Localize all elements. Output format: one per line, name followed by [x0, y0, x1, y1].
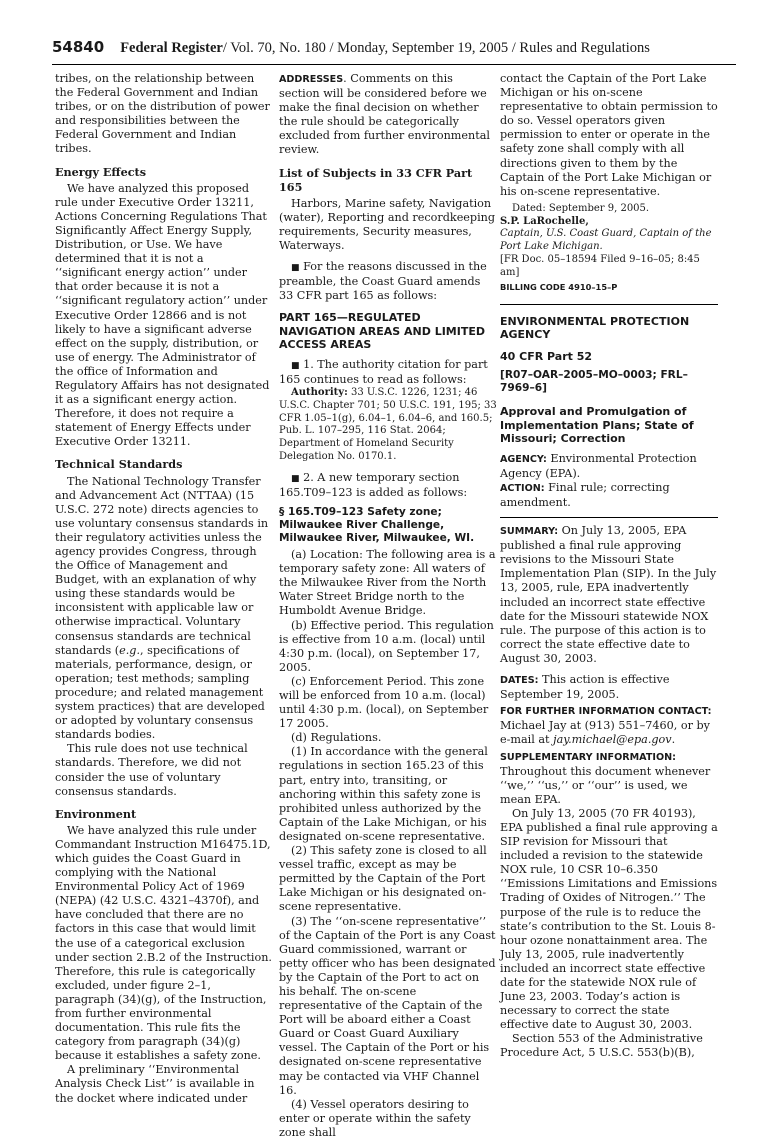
contact-paragraph: Michael Jay at (913) 551–7460, or by e-mail at jay.michael@epa.gov.: [500, 719, 710, 747]
contact-label: FOR FURTHER INFORMATION CONTACT:: [500, 706, 712, 718]
bullet-icon: ■: [291, 263, 300, 274]
paragraph-enforcement-period: (c) Enforcement Period. This zone will be enforced from 10 a.m. (local) until 4:30 p.m. (local), on September 17 2005.: [279, 674, 489, 731]
paragraph-technical-1: The National Technology Transfer and Advancement Act (NTTAA) (15 U.S.C. 272 note) directs agencies to use voluntary consensus standards in their regulatory activities unless the agency provides Congress, through the Office of Management and Budget, with an explanation of why using these standards would be inconsistent with applicable law or otherwise impractical. Voluntary consensus standards are technical standards (e.g., specifications of materials, performance, design, or operation; test methods; sampling procedure; and related management system practices) that are developed or adopted by voluntary consensus standards bodies.: [55, 474, 269, 742]
paragraph-amendment-2: ■ 2. A new temporary section 165.T09–123 is added as follows:: [279, 470, 468, 499]
heading-technical-standards: Technical Standards: [55, 457, 183, 472]
rule-title: Approval and Promulgation of Implementation Plans; State of Missouri; Correction: [500, 405, 694, 446]
paragraph-authority: Authority: 33 U.S.C. 1226, 1231; 46 U.S.C. Chapter 701; 50 U.S.C. 191, 195; 33 CFR 1.05–1(g), 6.04–1, 6.04–6, and 160.5; Pub. L. 107–295, 116 Stat. 2064; Department of Homeland Security Delegation No. 0170.1.: [279, 387, 497, 463]
fr-doc-line: [FR Doc. 05–18594 Filed 9–16–05; 8:45 am]: [500, 254, 700, 278]
paragraph-energy: We have analyzed this proposed rule under Executive Order 13211, Actions Concerning Regulations That Significantly Affect Energy Supply, Distribution, or Use. We have determined that it is not a ‘‘significant energy action’’ under that order because it is not a ‘‘significant regulatory action’’ under Executive Order 12866 and is not likely to have a significant adverse effect on the supply, distribution, or use of energy. The Administrator of the office of Information and Regulatory Affairs has not designated it as a significant energy action. Therefore, it does not require a statement of Energy Effects under Executive Order 13211.: [55, 181, 270, 449]
paragraph-regulation-4: (4) Vessel operators desiring to enter or operate within the safety zone shall: [279, 1097, 471, 1139]
paragraph-regulations: (d) Regulations.: [291, 731, 382, 745]
signer-title: Captain, U.S. Coast Guard, Captain of the Port Lake Michigan.: [500, 228, 712, 253]
header-rule: [52, 64, 736, 65]
summary-paragraph: SUMMARY: On July 13, 2005, EPA published a final rule approving revisions to the Missouri State Implementation Plan (SIP). In the July 13, 2005, rule, EPA inadvertently included an incorrect state effective date for the Missouri statewide NOX rule. The purpose of this action is to correct the state effective date to August 30, 2003.: [500, 524, 717, 665]
agency-line: AGENCY: Environmental Protection Agency (EPA).: [500, 451, 697, 480]
section-rule: [500, 304, 718, 305]
supplementary-paragraph-3: Section 553 of the Administrative Procedure Act, 5 U.S.C. 553(b)(B),: [500, 1032, 703, 1060]
heading-part-165: PART 165—REGULATED NAVIGATION AREAS AND LIMITED ACCESS AREAS: [279, 311, 485, 352]
action-line: ACTION: Final rule; correcting amendment.: [500, 480, 670, 509]
bullet-icon: ■: [291, 360, 300, 371]
billing-code: BILLING CODE 4910–15–P: [500, 281, 618, 292]
paragraph-environment-2: A preliminary ‘‘Environmental Analysis Check List’’ is available in the docket where indicated under: [55, 1063, 255, 1105]
dated-line: Dated: September 9, 2005.: [512, 202, 650, 214]
docket-number: [R07–OAR–2005–MO–0003; FRL–7969–6]: [500, 369, 688, 395]
paragraph-addresses: ADDRESSES. Comments on this section will be considered before we make the final decision on whether the rule should be categorically excluded from further environmental review.: [279, 72, 490, 157]
signature-block: [500, 203, 718, 294]
page-header: [52, 38, 732, 60]
publication-name: Federal Register: [120, 40, 223, 56]
paragraph-effective-period: (b) Effective period. This regulation is effective from 10 a.m. (local) until 4:30 p.m. (local), on September 17, 2005.: [279, 618, 494, 674]
paragraph-contact-captain: contact the Captain of the Port Lake Michigan or his on-scene representative to obtain permission to do so. Vessel operators given permission to enter or operate in the safety zone shall comply with all directions given to them by the Captain of the Port Lake Michigan or his on-scene representative.: [500, 72, 718, 198]
heading-list-of-subjects: List of Subjects in 33 CFR Part 165: [279, 165, 473, 194]
column-1: [55, 72, 273, 1106]
supplementary-label: SUPPLEMENTARY INFORMATION:: [500, 751, 676, 763]
paragraph-regulation-3: (3) The ‘‘on-scene representative’’ of the Captain of the Port is any Coast Guard commissioned, warrant or petty officer who has been designated by the Captain of the Port to act on his behalf. The on-scene representative of the Captain of the Port will be aboard either a Coast Guard or Coast Guard Auxiliary vessel. The Captain of the Port or his designated on-scene representative may be contacted via VHF Channel 16.: [279, 914, 496, 1097]
paragraph-amendment-1: ■ 1. The authority citation for part 165 continues to read as follows:: [279, 357, 488, 386]
column-3: [500, 72, 718, 1061]
paragraph-technical-2: This rule does not use technical standards. Therefore, we did not consider the use of voluntary consensus standards.: [55, 742, 248, 798]
dates-paragraph: DATES: This action is effective September 19, 2005.: [500, 673, 670, 702]
paragraph-tribes: tribes, on the relationship between the Federal Government and Indian tribes, or on the distribution of power and responsibilities between the Federal Government and Indian tribes.: [55, 72, 270, 156]
signer-name: S.P. LaRochelle,: [500, 215, 589, 227]
bullet-icon: ■: [291, 473, 300, 484]
paragraph-regulation-2: (2) This safety zone is closed to all vessel traffic, except as may be permitted by the Captain of the Port Lake Michigan or his designated on-scene representative.: [279, 844, 487, 914]
heading-environment: Environment: [55, 806, 137, 821]
heading-section-165-t09-123: § 165.T09–123 Safety zone; Milwaukee River Challenge, Milwaukee River, Milwaukee, WI.: [279, 506, 475, 545]
issue-details: / Vol. 70, No. 180 / Monday, September 19, 2005 / Rules and Regulations: [222, 40, 650, 56]
agency-heading: ENVIRONMENTAL PROTECTION AGENCY: [500, 314, 690, 342]
paragraph-environment-1: We have analyzed this rule under Commandant Instruction M16475.1D, which guides the Coast Guard in complying with the National Environmental Policy Act of 1969 (NEPA) (42 U.S.C. 4321–4370f), and have concluded that there are no factors in this case that would limit the use of a categorical exclusion under section 2.B.2 of the Instruction. Therefore, this rule is categorically excluded, under figure 2–1, paragraph (34)(g), of the Instruction, from further environmental documentation. This rule fits the category from paragraph (34)(g) because it establishes a safety zone.: [55, 823, 272, 1063]
paragraph-subjects: Harbors, Marine safety, Navigation (water), Reporting and recordkeeping requirements, Security measures, Waterways.: [279, 196, 496, 253]
paragraph-location: (a) Location: The following area is a temporary safety zone: All waters of the Milwaukee River from the North Water Street Bridge north to the Humboldt Avenue Bridge.: [279, 548, 496, 618]
cfr-part-heading: 40 CFR Part 52: [500, 349, 593, 363]
column-2: [279, 72, 497, 1140]
supplementary-paragraph-1: Throughout this document whenever ‘‘we,’’ ‘‘us,’’ or ‘‘our’’ is used, we mean EPA.: [500, 764, 711, 806]
paragraph-reasons: ■ For the reasons discussed in the preamble, the Coast Guard amends 33 CFR part 165 as follows:: [279, 260, 487, 303]
paragraph-regulation-1: (1) In accordance with the general regulations in section 165.23 of this part, entry into, transiting, or anchoring within this safety zone is prohibited unless authorized by the Captain of the Lake Michigan, or his designated on-scene representative.: [279, 745, 488, 843]
heading-energy-effects: Energy Effects: [55, 164, 146, 179]
summary-rule: [500, 517, 718, 518]
page-number: 54840: [52, 38, 105, 56]
contact-email: jay.michael@epa.gov: [553, 733, 672, 747]
supplementary-paragraph-2: On July 13, 2005 (70 FR 40193), EPA published a final rule approving a SIP revision for Missouri that included a revision to the statewide NOX rule, 10 CSR 10–6.350 ‘‘Emissions Limitations and Emissions Trading of Oxides of Nitrogen.’’ The purpose of the rule is to reduce the state’s contribution to the St. Louis 8-hour ozone nonattainment area. The July 13, 2005, rule inadvertently included an incorrect state effective date for the statewide NOX rule of June 23, 2003. Today’s action is necessary to correct the state effective date to August 30, 2003.: [500, 806, 718, 1032]
